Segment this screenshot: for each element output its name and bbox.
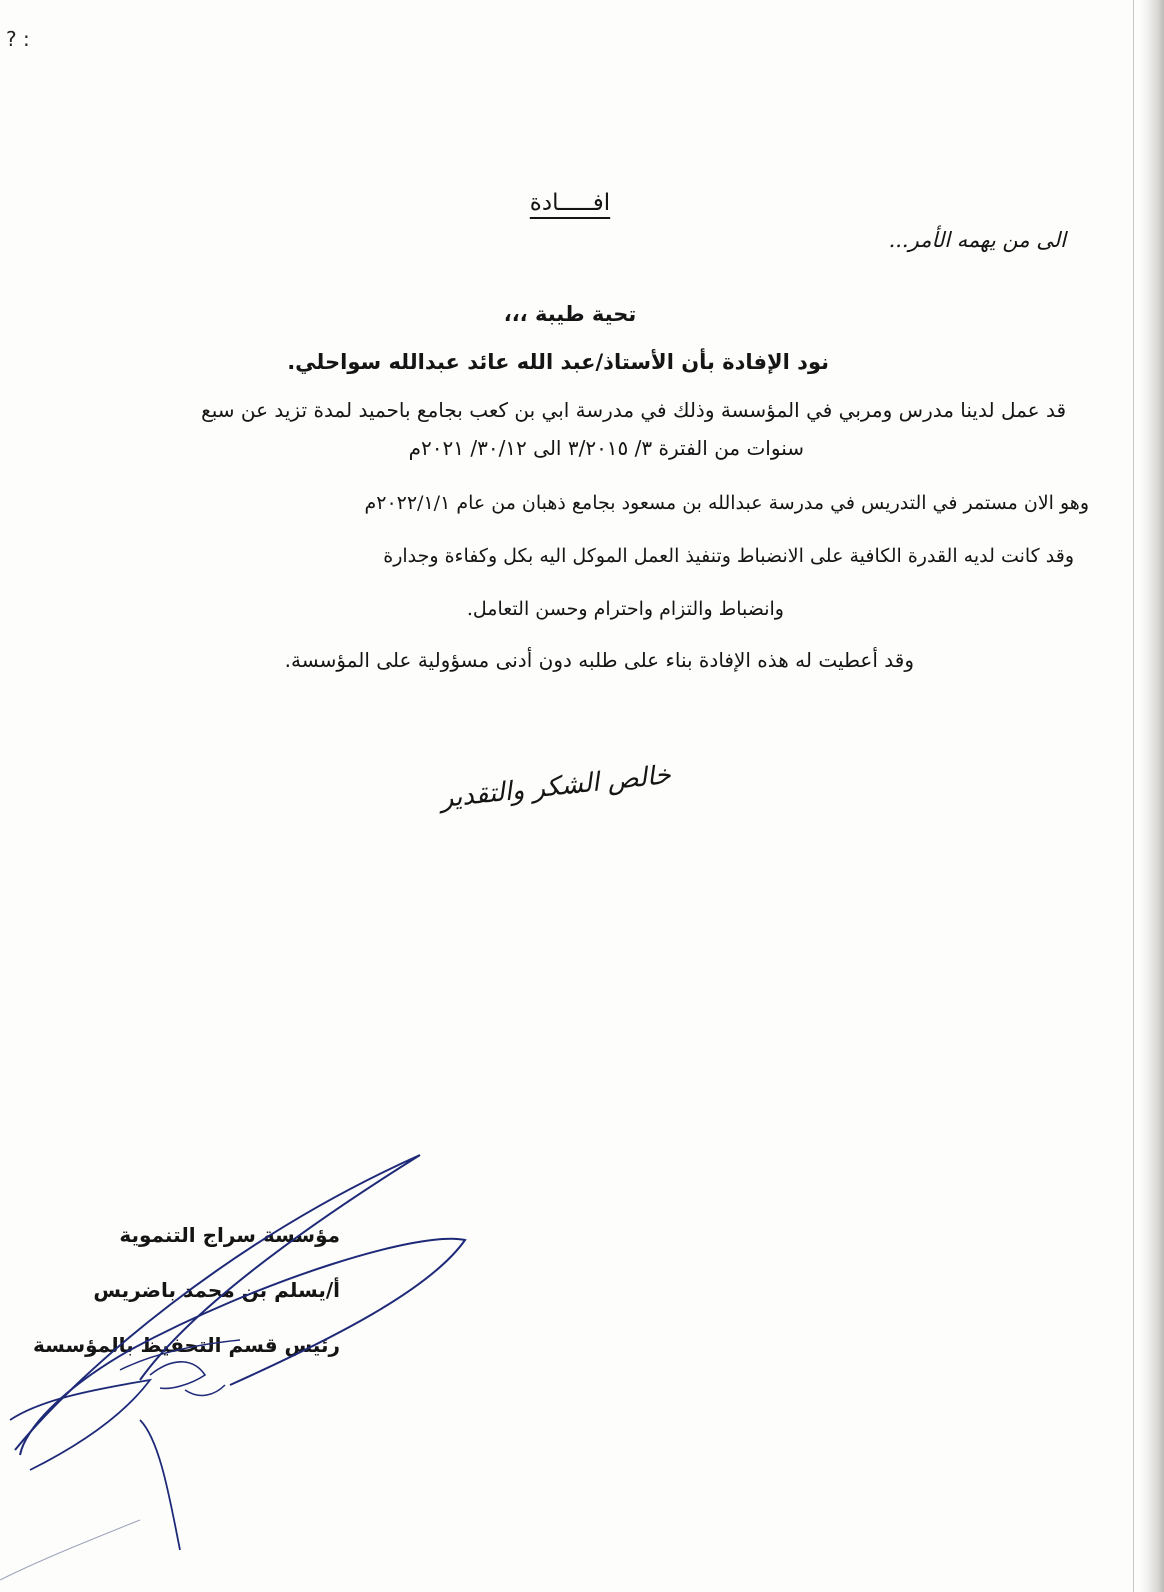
signature-name: أ/يسلم بن محمد باضريس [93,1278,340,1302]
greeting: تحية طيبة ،،، [503,302,637,326]
margin-marks: ? : [6,27,30,51]
signature-org: مؤسسة سراج التنموية [119,1223,340,1247]
closing-salutation: خالص الشكر والتقدير [439,759,673,815]
body-line: وهو الان مستمر في التدريس في مدرسة عبدالله بن مسعود بجامع ذهبان من عام ٢٠٢٢/١/١م [364,492,1089,514]
signature-block [32,1208,340,1373]
body-line: وقد كانت لديه القدرة الكافية على الانضباط وتنفيذ العمل الموكل اليه بكل وكفاءة وجدارة [383,545,1074,567]
page-edge-line [1133,0,1134,1592]
body-line: وقد أعطيت له هذه الإفادة بناء على طلبه دون أدنى مسؤولية على المؤسسة. [284,648,914,672]
body-line: نود الإفادة بأن الأستاذ/عبد الله عائد عبدالله سواحلي. [287,350,829,374]
page-edge-shadow [1138,0,1164,1592]
signature-role: رئيس قسم التحفيظ بالمؤسسة [32,1333,340,1357]
body-line: وانضباط والتزام واحترام وحسن التعامل. [466,598,784,620]
body-line: قد عمل لدينا مدرس ومربي في المؤسسة وذلك في مدرسة ابي بن كعب بجامع باحميد لمدة تزيد عن سبع [201,398,1066,422]
body-line: سنوات من الفترة ٣/ ٣/٢٠١٥ الى ٣٠/١٢/ ٢٠٢١م [408,436,804,460]
addressee: الى من يهمه الأمر... [888,228,1066,252]
document-title: افـــــادة [529,190,611,216]
